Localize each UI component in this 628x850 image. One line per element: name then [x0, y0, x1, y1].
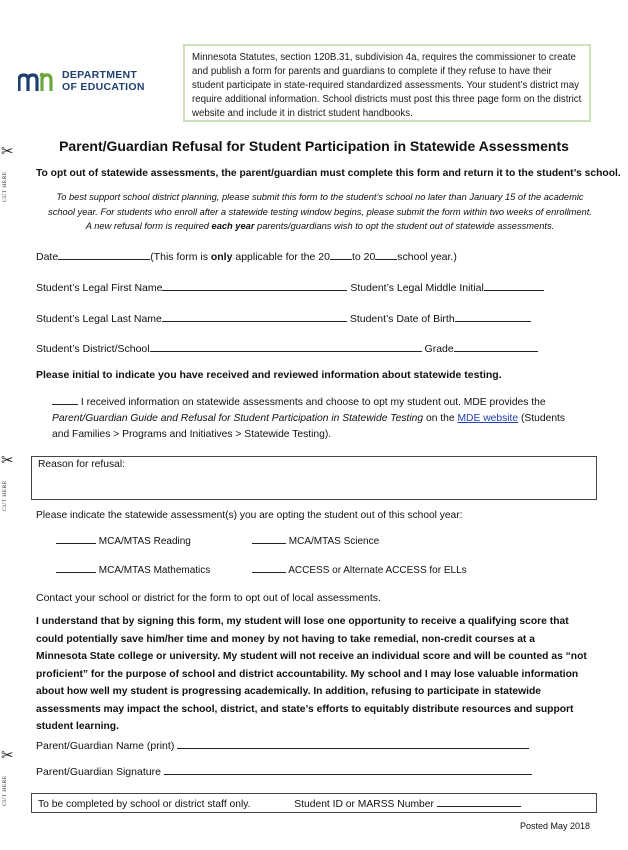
- district-row: [36, 341, 538, 355]
- access-check-field[interactable]: [252, 562, 286, 573]
- middle-initial-label: Student’s Legal Middle Initial: [350, 282, 484, 294]
- logo-line-1: DEPARTMENT: [62, 69, 138, 81]
- received-text-2: on the: [423, 413, 458, 424]
- assessments-prompt: Please indicate the statewide assessment(s) you are opting the student out of this school year:: [36, 510, 463, 521]
- district-label: Student’s District/School: [36, 343, 150, 355]
- first-name-label: Student’s Legal First Name: [36, 282, 163, 294]
- grade-field[interactable]: [454, 341, 538, 352]
- last-name-label: Student’s Legal Last Name: [36, 313, 162, 325]
- dob-field[interactable]: [455, 311, 531, 322]
- posted-date: Posted May 2018: [520, 821, 591, 831]
- logo-line-2: OF EDUCATION: [62, 81, 145, 93]
- district-field[interactable]: [150, 341, 422, 352]
- assessment-option-access: [252, 562, 467, 576]
- dob-label: Student’s Date of Birth: [349, 313, 455, 325]
- guardian-signature-label: Parent/Guardian Signature: [36, 766, 161, 778]
- submission-note: [46, 190, 594, 234]
- note-text-2: parents/guardians wish to opt the student out of statewide assessments.: [254, 221, 555, 231]
- scissors-icon: ✂: [1, 142, 14, 160]
- guardian-name-label: Parent/Guardian Name (print): [36, 740, 175, 752]
- middle-initial-field[interactable]: [484, 280, 544, 291]
- date-field[interactable]: [58, 249, 150, 260]
- received-paragraph: [52, 394, 582, 443]
- reading-label: MCA/MTAS Reading: [98, 536, 191, 547]
- logo-text: [62, 69, 145, 93]
- cut-here-mark-2: [1, 451, 15, 511]
- cut-here-label: CUT HERE: [2, 775, 8, 806]
- initial-heading: Please initial to indicate you have received and reviewed information about statewide testing.: [36, 369, 502, 381]
- date-only: only: [210, 251, 233, 263]
- access-label: ACCESS or Alternate ACCESS for ELLs: [288, 565, 467, 576]
- staff-only-label: To be completed by school or district staff only.: [38, 799, 251, 810]
- last-name-field[interactable]: [162, 311, 347, 322]
- science-check-field[interactable]: [252, 533, 286, 544]
- year-start-field[interactable]: [330, 249, 352, 260]
- grade-label: Grade: [424, 343, 454, 355]
- note-bold: each year: [211, 221, 255, 231]
- reading-check-field[interactable]: [56, 533, 96, 544]
- date-text-1: (This form is: [150, 251, 211, 263]
- received-text-1: I received information on statewide assessments and choose to opt my student out. MDE provides the: [78, 397, 546, 408]
- last-name-row: [36, 311, 531, 325]
- mde-logo: [18, 68, 168, 94]
- opt-out-instruction: To opt out of statewide assessments, the parent/guardian must complete this form and return it to the student’s school.: [36, 168, 621, 179]
- staff-only-box: [31, 793, 597, 813]
- guardian-signature-field[interactable]: [164, 764, 532, 775]
- cut-here-label: CUT HERE: [2, 480, 8, 511]
- statute-notice: Minnesota Statutes, section 120B.31, subdivision 4a, requires the commissioner to create and publish a form for parents and guardians to complete if they refuse to have their student participate in state-required standardized assessments. Your student’s district may require additional information. School districts must post this three page form on the district website and include it in district student handbooks.: [183, 44, 591, 122]
- note-text-1: To best support school district planning, please submit this form to the student’s school no later than January 15 of the academic school year. For students who enroll after a statewide testing window begins, please submit the form within two weeks of enrollment. A new refusal form is required: [48, 192, 592, 231]
- student-id-field[interactable]: [437, 796, 521, 807]
- initial-field[interactable]: [52, 394, 78, 405]
- reason-label: Reason for refusal:: [38, 459, 125, 470]
- guardian-name-field[interactable]: [177, 738, 529, 749]
- year-end-field[interactable]: [375, 249, 397, 260]
- form-title: Parent/Guardian Refusal for Student Participation in Statewide Assessments: [59, 138, 569, 154]
- date-text-3: to 20: [351, 251, 376, 263]
- assessment-option-science: [252, 533, 379, 547]
- assessment-option-reading: [56, 533, 191, 547]
- guide-title: Parent/Guardian Guide and Refusal for Student Participation in Statewide Testing: [52, 413, 424, 424]
- received-text-3: (Students and Families > Programs and Initiatives > Statewide Testing).: [52, 413, 566, 440]
- understanding-statement: I understand that by signing this form, my student will lose one opportunity to receive a qualifying score that could potentially save him/her time and money by not having to take remedial, non-credit courses at a Minnesota State college or university. My student will not receive an individual score and will be counted as “not proficient” for the purpose of school and district accountability. My school and I may lose valuable information about how well my student is progressing academically. In addition, refusing to participate in statewide assessments may impact the school, district, and state’s efforts to equitably distribute resources and support student learning.: [36, 616, 587, 732]
- math-label: MCA/MTAS Mathematics: [98, 565, 211, 576]
- cut-here-label: CUT HERE: [2, 171, 8, 202]
- mde-website-link[interactable]: MDE website: [457, 413, 519, 424]
- date-text-4: school year.): [397, 251, 457, 263]
- cut-here-mark-3: [1, 746, 15, 806]
- guardian-name-row: [36, 738, 529, 752]
- date-row: [36, 249, 457, 263]
- scissors-icon: ✂: [1, 746, 14, 764]
- scissors-icon: ✂: [1, 451, 14, 469]
- mde-logo-mark-icon: [18, 72, 56, 92]
- math-check-field[interactable]: [56, 562, 96, 573]
- date-text-2: applicable for the 20: [232, 251, 330, 263]
- science-label: MCA/MTAS Science: [288, 536, 380, 547]
- first-name-field[interactable]: [162, 280, 347, 291]
- date-label: Date: [36, 251, 59, 263]
- local-assessment-note: Contact your school or district for the form to opt out of local assessments.: [36, 592, 381, 604]
- student-id-label: Student ID or MARSS Number: [294, 799, 434, 810]
- guardian-signature-row: [36, 764, 532, 778]
- assessment-option-math: [56, 562, 210, 576]
- reason-for-refusal-box[interactable]: [31, 456, 597, 500]
- first-name-row: [36, 280, 544, 294]
